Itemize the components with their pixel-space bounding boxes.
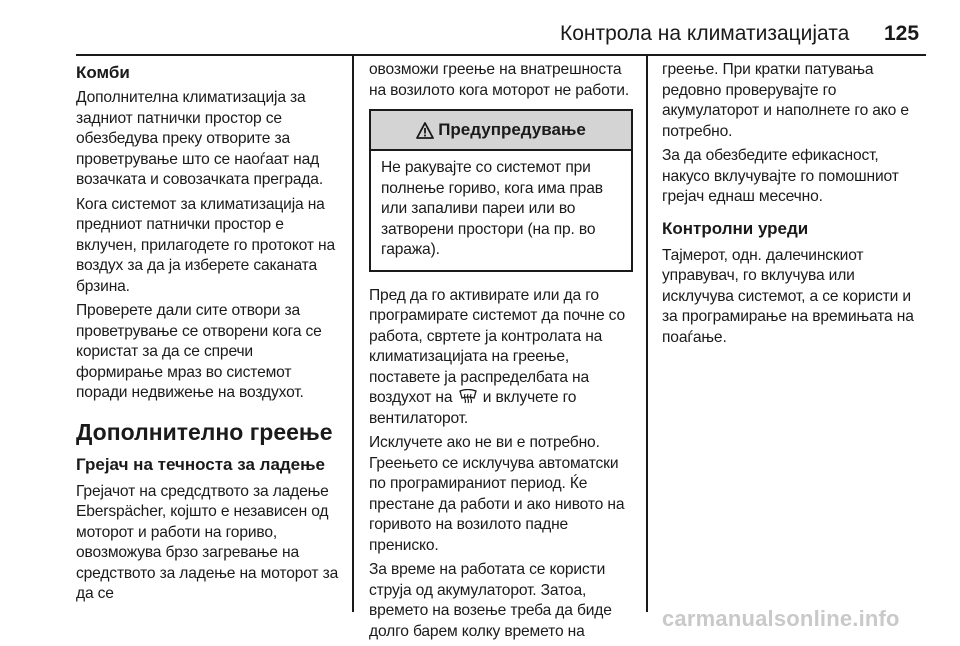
paragraph-text: Пред да го активирате или да го програмирате системот да почне со работа, свртете ја контролата на климатизацијата на греење, поставете ја распределбата на воздухот на [369, 286, 626, 406]
page-header-title: Контрола на климатизацијата [560, 22, 850, 45]
paragraph: Проверете дали сите отвори за проветрување се отворени кога се користат за да се спречи формирање мраз во системот поради недвижење на воздухот. [76, 302, 322, 401]
paragraph: овозможи греење на внатрешноста на возилото кога моторот не работи. [369, 61, 630, 99]
paragraph: За да обезбедите ефикасност, накусо вклучувајте го помошниот грејач еднаш месечно. [662, 147, 899, 205]
header-rule [76, 54, 926, 56]
column-1 [76, 60, 344, 609]
paragraph: Грејачот на средсдтвото за ладење Eberspächer, којшто е независен од моторот и работи на гориво, овозможува брзо загревање на средството за ладење на моторот за да се [76, 482, 339, 602]
column-2 [369, 60, 633, 646]
section-heading-controls: Контролни уреди [662, 218, 809, 238]
page-number: 125 [884, 22, 920, 45]
paragraph-text: и вклучете го вентилаторот. [369, 389, 577, 427]
column-3 [662, 60, 928, 352]
subsection-heading-coolant-heater: Грејач на течноста за ладење [76, 454, 325, 474]
paragraph: За време на работата се користи струја од акумулаторот. Затоа, времето на возење треба да биде долго барем колку времето на [369, 561, 612, 640]
paragraph [369, 286, 633, 430]
warning-box [369, 109, 633, 272]
warning-text: Не ракувајте со системот при полнење гориво, кога има прав или запаливи пареи или во затворени простори (на пр. во гаража). [381, 159, 603, 258]
paragraph: Дополнителна климатизација за задниот патнички простор се обезбедува преку отворите за проветрување што се наоѓаат над возачката и совозачката преграда. [76, 89, 324, 188]
warning-title: Предупредување [438, 120, 586, 139]
section-heading-kombi: Комби [76, 63, 130, 82]
windscreen-defrost-icon [459, 389, 477, 404]
section-heading-additional-heating: Дополнително греење [76, 418, 333, 445]
column-divider-2 [646, 56, 648, 612]
column-divider-1 [352, 56, 354, 612]
watermark: carmanualsonline.info [662, 606, 900, 631]
warning-header [371, 111, 631, 151]
warning-triangle-icon [416, 122, 434, 139]
paragraph: Исклучете ако не ви е потребно. Греењето се исклучува автоматски по програмираниот период. Ќе престане да работи и ако нивото на горивото на возилото падне прениско. [369, 434, 625, 554]
paragraph: Тајмерот, одн. далечинскиот управувач, го вклучува или исклучува системот, а се користи и за програмирање на времињата на поаѓање. [662, 246, 914, 346]
warning-body [371, 151, 631, 270]
paragraph: Кога системот за климатизација на предниот патнички простор е вклучен, прилагодете го протокот на воздух за да ја изберете саканата брзина. [76, 195, 336, 295]
paragraph: греење. При кратки патувања редовно проверувајте го акумулаторот и наполнете го ако е потребно. [662, 61, 909, 140]
